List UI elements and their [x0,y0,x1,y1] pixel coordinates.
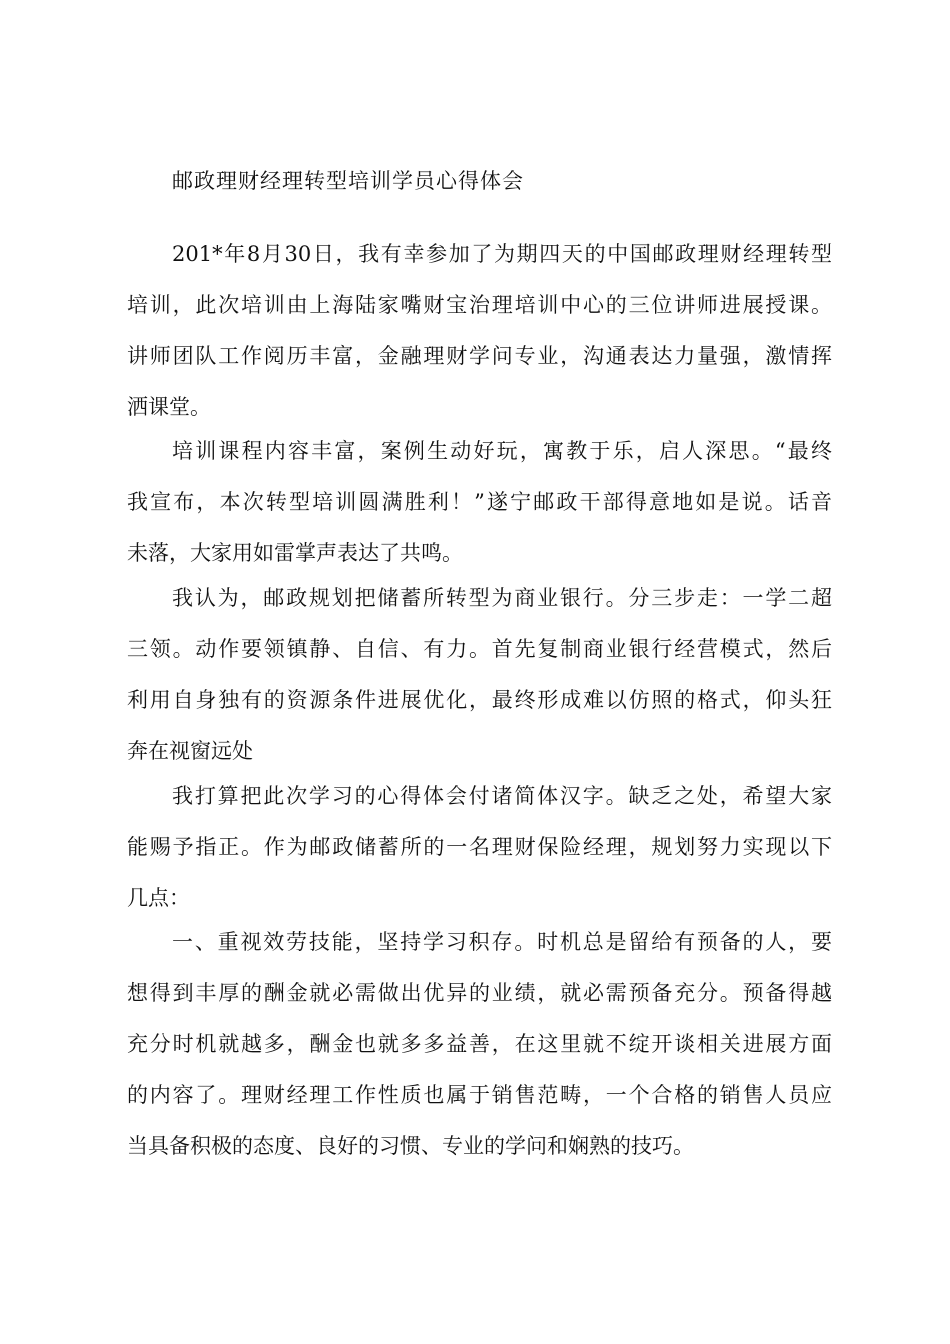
paragraph-line: 我宣布，本次转型培训圆满胜利！”遂宁邮政干部得意地如是说。话音 [127,490,832,514]
paragraph-line: 201*年8月30日，我有幸参加了为期四天的中国邮政理财经理转型 [172,242,832,266]
paragraph-line: 培训课程内容丰富，案例生动好玩，寓教于乐，启人深思。“最终 [172,439,832,463]
paragraph-3 [127,573,832,777]
paragraph-line: 奔在视窗远处 [127,739,253,763]
paragraph-line: 充分时机就越多，酬金也就多多益善，在这里就不绽开谈相关进展方面 [127,1032,832,1056]
paragraph-line: 讲师团队工作阅历丰富，金融理财学问专业，沟通表达力量强，激情挥 [127,344,832,368]
paragraph-line: 的内容了。理财经理工作性质也属于销售范畴，一个合格的销售人员应 [127,1083,832,1107]
paragraph-1 [127,229,832,433]
document-title: 邮政理财经理转型培训学员心得体会 [172,169,524,193]
paragraph-line: 想得到丰厚的酬金就必需做出优异的业绩，就必需预备充分。预备得越 [127,981,832,1005]
paragraph-line: 当具备积极的态度、良好的习惯、专业的学问和娴熟的技巧。 [127,1134,694,1158]
paragraph-line: 一、重视效劳技能，坚持学习积存。时机总是留给有预备的人，要 [172,930,832,954]
paragraph-line: 几点： [127,886,190,910]
paragraph-2 [127,426,832,579]
paragraph-line: 利用自身独有的资源条件进展优化，最终形成难以仿照的格式，仰头狂 [127,688,832,712]
paragraph-line: 三领。动作要领镇静、自信、有力。首先复制商业银行经营模式，然后 [127,637,832,661]
paragraph-line: 培训，此次培训由上海陆家嘴财宝治理培训中心的三位讲师进展授课。 [127,293,832,317]
paragraph-line: 未落，大家用如雷掌声表达了共鸣。 [127,541,463,565]
paragraph-4 [127,771,832,924]
paragraph-line: 能赐予指正。作为邮政储蓄所的一名理财保险经理，规划努力实现以下 [127,835,832,859]
paragraph-line: 我打算把此次学习的心得体会付诸简体汉字。缺乏之处，希望大家 [172,784,832,808]
paragraph-line: 我认为，邮政规划把储蓄所转型为商业银行。分三步走：一学二超 [172,586,832,610]
paragraph-5 [127,917,832,1172]
paragraph-line: 洒课堂。 [127,395,211,419]
